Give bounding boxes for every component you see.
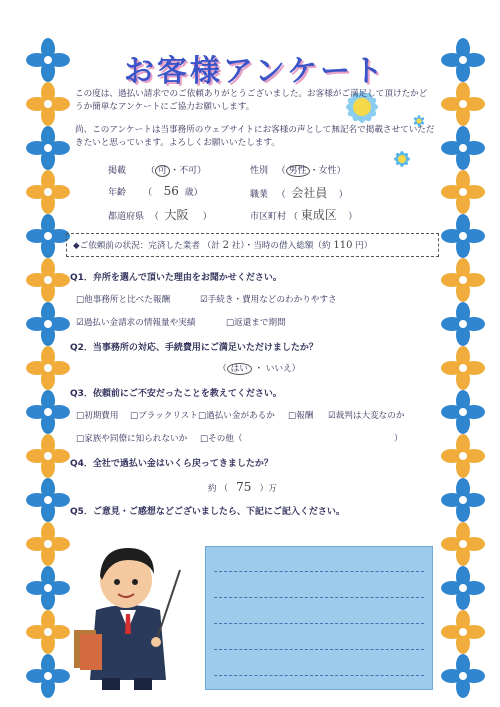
border-motif bbox=[26, 434, 70, 478]
age-unit: 歳 bbox=[184, 188, 194, 198]
q4-value[interactable]: 75 bbox=[236, 480, 252, 494]
company-count[interactable]: 2 bbox=[222, 240, 229, 251]
border-motif bbox=[441, 566, 485, 610]
border-motif bbox=[441, 434, 485, 478]
border-motif bbox=[441, 610, 485, 654]
border-motif bbox=[26, 390, 70, 434]
q3-option-fee[interactable]: □報酬 bbox=[288, 411, 314, 421]
border-motif bbox=[441, 302, 485, 346]
q3-option-overpayment[interactable]: □過払い金があるか bbox=[198, 411, 275, 421]
company-unit: 社 bbox=[231, 241, 241, 251]
border-motif bbox=[26, 610, 70, 654]
border-motif bbox=[441, 522, 485, 566]
intro-paragraph-1: この度は、過払い請求でのご依頼ありがとうございました。お客様がご満足して頂けたかどうか簡単なアンケートにご協力お願いします。 bbox=[75, 89, 428, 112]
border-motif bbox=[26, 346, 70, 390]
publish-label: 掲載 bbox=[108, 166, 127, 176]
border-motif bbox=[26, 82, 70, 126]
debt-unit: 円 bbox=[355, 241, 364, 251]
survey-title: お客様アンケート bbox=[123, 54, 387, 89]
gender-female[interactable]: 女性 bbox=[318, 166, 337, 176]
debt-value[interactable]: 110 bbox=[333, 240, 353, 251]
border-motif bbox=[26, 38, 70, 82]
border-motif bbox=[441, 214, 485, 258]
q4-question: Q4．全社で過払い金はいくら戻ってきましたか？ bbox=[70, 459, 273, 469]
q3-question: Q3．依頼前にご不安だったことを教えてください。 bbox=[70, 389, 282, 399]
publish-row: 掲載 （ 可 ・不可） bbox=[108, 166, 207, 176]
border-motif bbox=[441, 170, 485, 214]
border-motif bbox=[441, 346, 485, 390]
age-label: 年齢 bbox=[108, 188, 127, 198]
q3-option-blacklist[interactable]: □ブラックリスト bbox=[130, 411, 198, 421]
city-row: 市区町村 （ 東成区 ） bbox=[250, 208, 358, 222]
debt-label: 当時の借入総額 bbox=[253, 241, 314, 251]
q3-option-other[interactable]: □その他（ bbox=[200, 434, 243, 444]
q1-option-clarity[interactable]: ☑手続き・費用などのわかりやすさ bbox=[200, 295, 337, 305]
businessman-character-illustration bbox=[68, 530, 188, 690]
diamond-icon: ◆ bbox=[73, 241, 80, 251]
q3-option-family[interactable]: □家族や同僚に知られないか bbox=[76, 434, 188, 444]
status-label: ご依頼前の状況：完済した業者 bbox=[79, 241, 200, 251]
gender-row: 性別 （ 男性 ・女性） bbox=[250, 166, 346, 176]
q1-option-fee-comparison[interactable]: □他事務所と比べた報酬 bbox=[76, 295, 171, 305]
border-motif bbox=[26, 170, 70, 214]
q2-answer-row: （ はい ・ いいえ） bbox=[218, 364, 301, 374]
decorative-left-border bbox=[26, 38, 70, 698]
q1-question: Q1．弁所を選んで頂いた理由をお聞かせください。 bbox=[70, 273, 282, 283]
q3-option-other-close: ） bbox=[394, 434, 403, 444]
age-value[interactable]: 56 bbox=[163, 184, 179, 198]
q3-option-initial-cost[interactable]: □初期費用 bbox=[76, 411, 119, 421]
q3-option-trial[interactable]: ☑裁判は大変なのか bbox=[328, 411, 405, 421]
prefecture-value[interactable]: 大阪 bbox=[164, 208, 189, 222]
border-motif bbox=[26, 566, 70, 610]
job-value[interactable]: 会社員 bbox=[291, 186, 328, 200]
border-motif bbox=[441, 390, 485, 434]
q1-option-return-period[interactable]: □返還まで期間 bbox=[226, 318, 286, 328]
comment-line bbox=[214, 675, 424, 676]
comment-line bbox=[214, 571, 424, 572]
q1-option-track-record[interactable]: ☑過払い金請求の情報量や実績 bbox=[76, 318, 196, 328]
comment-line bbox=[214, 623, 424, 624]
border-motif bbox=[441, 126, 485, 170]
q4-answer-row: 約 （ 75 ）万 bbox=[208, 480, 277, 494]
q4-prefix: 約 bbox=[208, 484, 217, 494]
comment-line bbox=[214, 597, 424, 598]
border-motif bbox=[441, 258, 485, 302]
comment-box[interactable] bbox=[205, 546, 433, 690]
gender-label: 性別 bbox=[250, 166, 269, 176]
prefecture-row: 都道府県 （ 大阪 ） bbox=[108, 208, 212, 222]
border-motif bbox=[26, 126, 70, 170]
gender-male-circled[interactable]: 男性 bbox=[286, 165, 310, 177]
publish-yes-circled[interactable]: 可 bbox=[155, 165, 170, 177]
decorative-right-border bbox=[441, 38, 485, 698]
q2-no[interactable]: いいえ bbox=[265, 364, 292, 374]
city-value[interactable]: 東成区 bbox=[300, 208, 337, 222]
publish-no[interactable]: 不可 bbox=[179, 166, 198, 176]
comment-line bbox=[214, 649, 424, 650]
age-row: 年齢 （ 56 歳） bbox=[108, 184, 203, 198]
city-label: 市区町村 bbox=[250, 212, 287, 222]
border-motif bbox=[26, 522, 70, 566]
prefecture-label: 都道府県 bbox=[108, 212, 145, 222]
job-row: 職業 （ 会社員 ） bbox=[250, 186, 348, 200]
border-motif bbox=[26, 258, 70, 302]
status-total-prefix: 計 bbox=[211, 241, 220, 251]
intro-paragraph-2: 尚、このアンケートは当事務所のウェブサイトにお客様の声として無記名で掲載させていただきたいと思っています。よろしくお願いいたします。 bbox=[75, 125, 435, 148]
prior-status-box: ◆ご依頼前の状況：完済した業者 （計 2 社）・当時の借入総額（約 110 円） bbox=[66, 233, 439, 257]
border-motif bbox=[26, 214, 70, 258]
border-motif bbox=[441, 38, 485, 82]
debt-prefix: 約 bbox=[322, 241, 331, 251]
border-motif bbox=[441, 478, 485, 522]
job-label: 職業 bbox=[250, 190, 269, 200]
q2-question: Q2．当事務所の対応、手続費用にご満足いただけましたか？ bbox=[70, 343, 318, 353]
q5-question: Q5．ご意見・ご感想などございましたら、下記にご記入ください。 bbox=[70, 507, 345, 517]
q4-unit: 万 bbox=[268, 484, 277, 494]
border-motif bbox=[441, 654, 485, 698]
border-motif bbox=[26, 478, 70, 522]
border-motif bbox=[26, 654, 70, 698]
q2-yes-circled[interactable]: はい bbox=[227, 363, 252, 375]
border-motif bbox=[26, 302, 70, 346]
border-motif bbox=[441, 82, 485, 126]
